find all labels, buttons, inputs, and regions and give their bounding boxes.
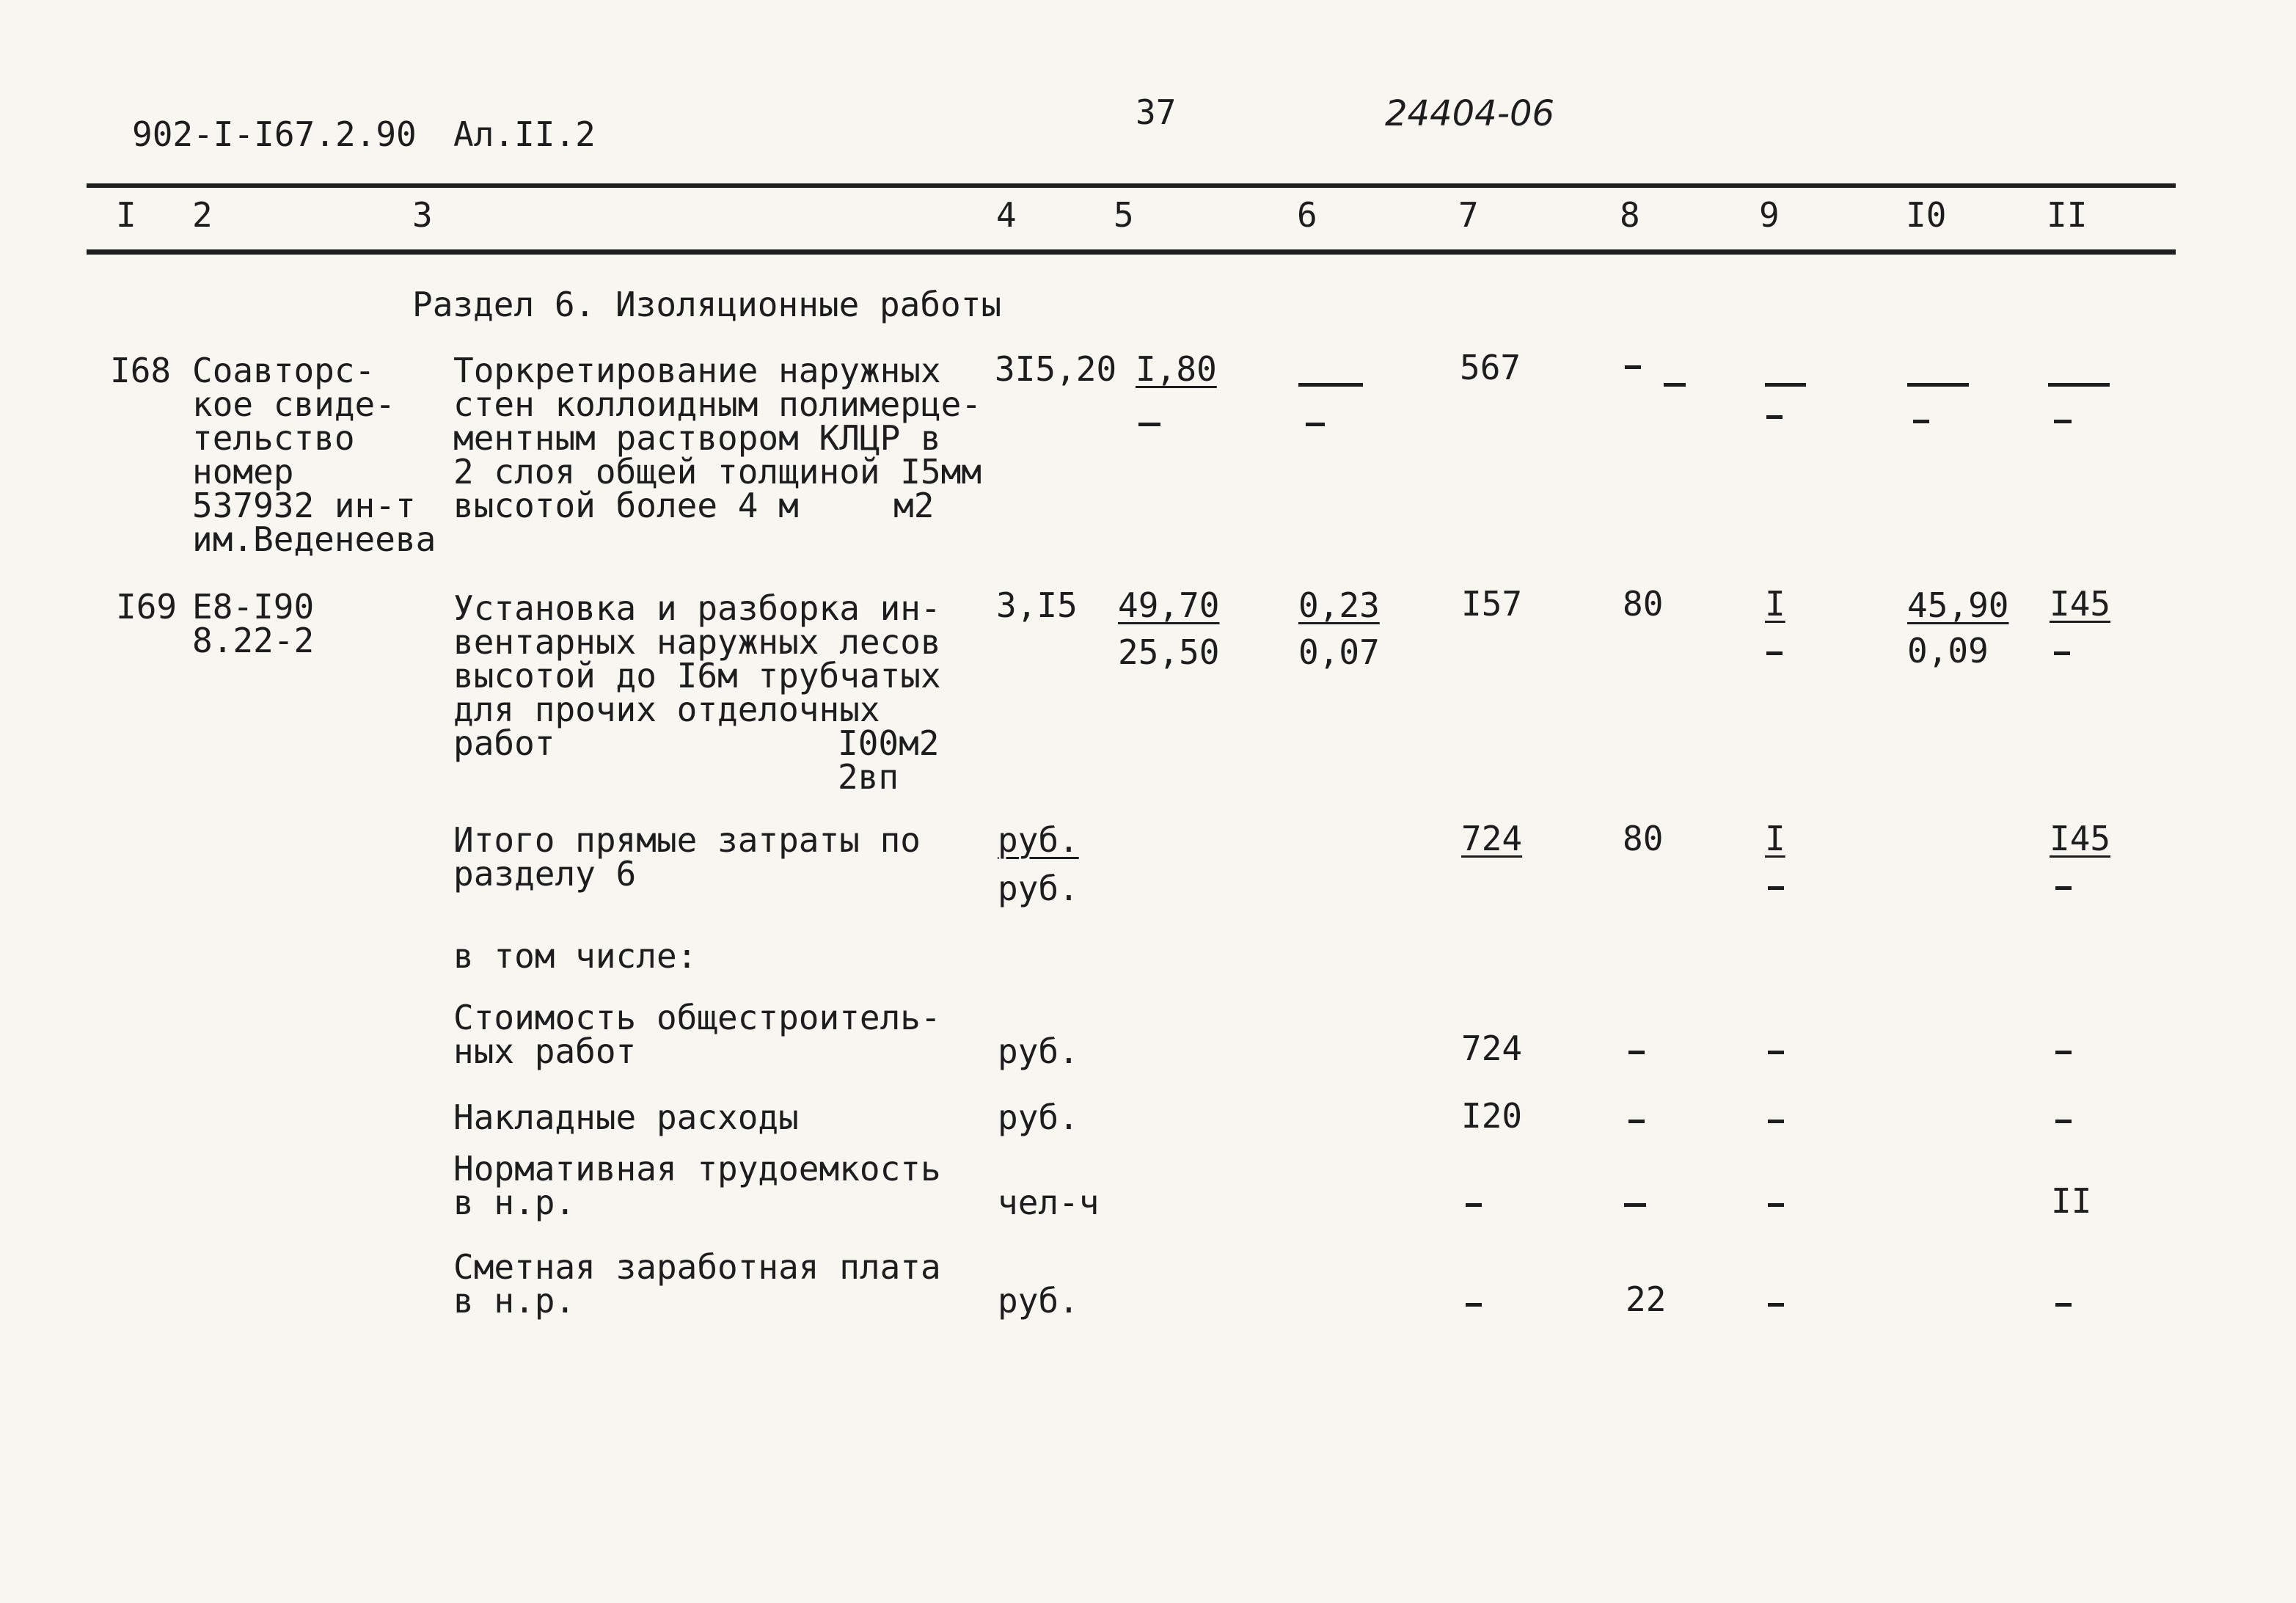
breakdown-label: Стоимость общестроитель- ных работ	[453, 998, 941, 1071]
row-col10-top: 45,90	[1907, 585, 2009, 625]
dash-mark	[1766, 415, 1783, 419]
column-2: 2	[192, 195, 213, 235]
dash-mark	[1768, 1051, 1784, 1054]
breakdown-label: Накладные расходы	[453, 1098, 799, 1137]
header-bottom-rule	[87, 249, 2176, 255]
column-4: 4	[996, 195, 1017, 235]
total-unit-bottom: руб.	[998, 869, 1079, 908]
archive-number: 24404-06	[1385, 93, 1555, 134]
column-7: 7	[1458, 195, 1479, 235]
row-col5-top: 49,70	[1118, 585, 1220, 625]
column-8: 8	[1620, 195, 1640, 235]
dash-mark	[1298, 383, 1363, 387]
doc-code: 902-I-I67.2.90	[132, 114, 417, 154]
row-col6-bottom: 0,07	[1298, 632, 1380, 672]
page-number: 37	[1136, 92, 1177, 132]
dash-mark	[1466, 1303, 1482, 1307]
dash-mark	[2048, 383, 2110, 387]
column-10: I0	[1906, 195, 1947, 235]
dash-mark	[1766, 651, 1783, 655]
dash-mark	[1664, 383, 1686, 387]
row-quantity: 3,I5	[996, 585, 1078, 625]
dash-mark	[2055, 1303, 2072, 1307]
row-col9: I	[1765, 584, 1785, 624]
row-quantity: 3I5,20	[995, 349, 1117, 389]
dash-mark	[1768, 886, 1784, 890]
breakdown-unit: чел-ч	[998, 1183, 1100, 1222]
row-unit: I00м2 2вп	[838, 723, 940, 797]
dash-mark	[1138, 423, 1160, 426]
breakdown-unit: руб.	[998, 1098, 1079, 1137]
column-11: II	[2047, 195, 2088, 235]
including-label: в том числе:	[453, 936, 698, 976]
header-top-rule	[87, 183, 2176, 188]
column-3: 3	[412, 195, 433, 235]
total-col9: I	[1765, 819, 1785, 858]
row-description: Торкретирование наружных стен коллоидным полимерце- ментным раствором КЛЦР в 2 слоя общей толщиной I5мм высотой более 4 м	[453, 351, 982, 525]
row-description: Установка и разборка ин- вентарных наружных лесов высотой до I6м трубчатых для прочих отделочных работ	[453, 588, 941, 763]
dash-mark	[1628, 1051, 1645, 1054]
dash-mark	[2054, 651, 2070, 655]
row-number: I68	[110, 351, 172, 390]
row-col5-bottom: 25,50	[1118, 632, 1220, 672]
dash-mark	[1765, 383, 1806, 387]
breakdown-unit: руб.	[998, 1031, 1079, 1071]
dash-mark	[1907, 383, 1969, 387]
dash-mark	[2055, 1051, 2072, 1054]
column-1: I	[116, 195, 136, 235]
column-5: 5	[1114, 195, 1134, 235]
breakdown-label: Нормативная трудоемкость в н.р.	[453, 1149, 941, 1222]
row-col11: I45	[2050, 584, 2111, 624]
breakdown-unit: руб.	[998, 1281, 1079, 1321]
row-col10-bottom: 0,09	[1907, 631, 1989, 671]
dash-mark	[1768, 1203, 1784, 1207]
row-col8: 80	[1623, 584, 1664, 624]
breakdown-label: Сметная заработная плата в н.р.	[453, 1247, 941, 1321]
dash-mark	[1625, 365, 1641, 369]
row-number: I69	[116, 587, 178, 627]
dash-mark	[1768, 1303, 1784, 1307]
row-col5-top: I,80	[1136, 349, 1217, 389]
row-col7: I57	[1461, 584, 1523, 624]
total-col8: 80	[1623, 819, 1664, 858]
section-title: Раздел 6. Изоляционные работы	[412, 285, 1002, 324]
total-label: Итого прямые затраты по разделу 6	[453, 820, 921, 894]
row-unit: м2	[893, 486, 935, 525]
row-col7: 567	[1460, 348, 1521, 387]
dash-mark	[2055, 1120, 2072, 1123]
dash-mark	[1624, 1203, 1646, 1207]
row-code: Соавторс- кое свиде- тельство номер 537932 ин-т им.Веденеева	[192, 351, 436, 559]
total-col11: I45	[2050, 819, 2111, 858]
breakdown-col8: 22	[1626, 1279, 1667, 1319]
breakdown-col7: 724	[1461, 1029, 1523, 1068]
column-9: 9	[1759, 195, 1780, 235]
dash-mark	[1306, 423, 1325, 426]
dash-mark	[2055, 886, 2072, 890]
dash-mark	[1768, 1120, 1784, 1123]
dash-mark	[1466, 1203, 1482, 1207]
column-6: 6	[1297, 195, 1317, 235]
sheet-label: Ал.II.2	[453, 114, 596, 154]
dash-mark	[1628, 1120, 1645, 1123]
total-col7: 724	[1461, 819, 1523, 858]
breakdown-col11: II	[2051, 1181, 2092, 1221]
dash-mark	[1913, 420, 1929, 423]
row-col6-top: 0,23	[1298, 585, 1380, 625]
breakdown-col7: I20	[1461, 1096, 1523, 1136]
total-unit-top: руб.	[998, 820, 1079, 860]
row-code: Е8-I90 8.22-2	[192, 587, 315, 660]
dash-mark	[2054, 420, 2072, 423]
